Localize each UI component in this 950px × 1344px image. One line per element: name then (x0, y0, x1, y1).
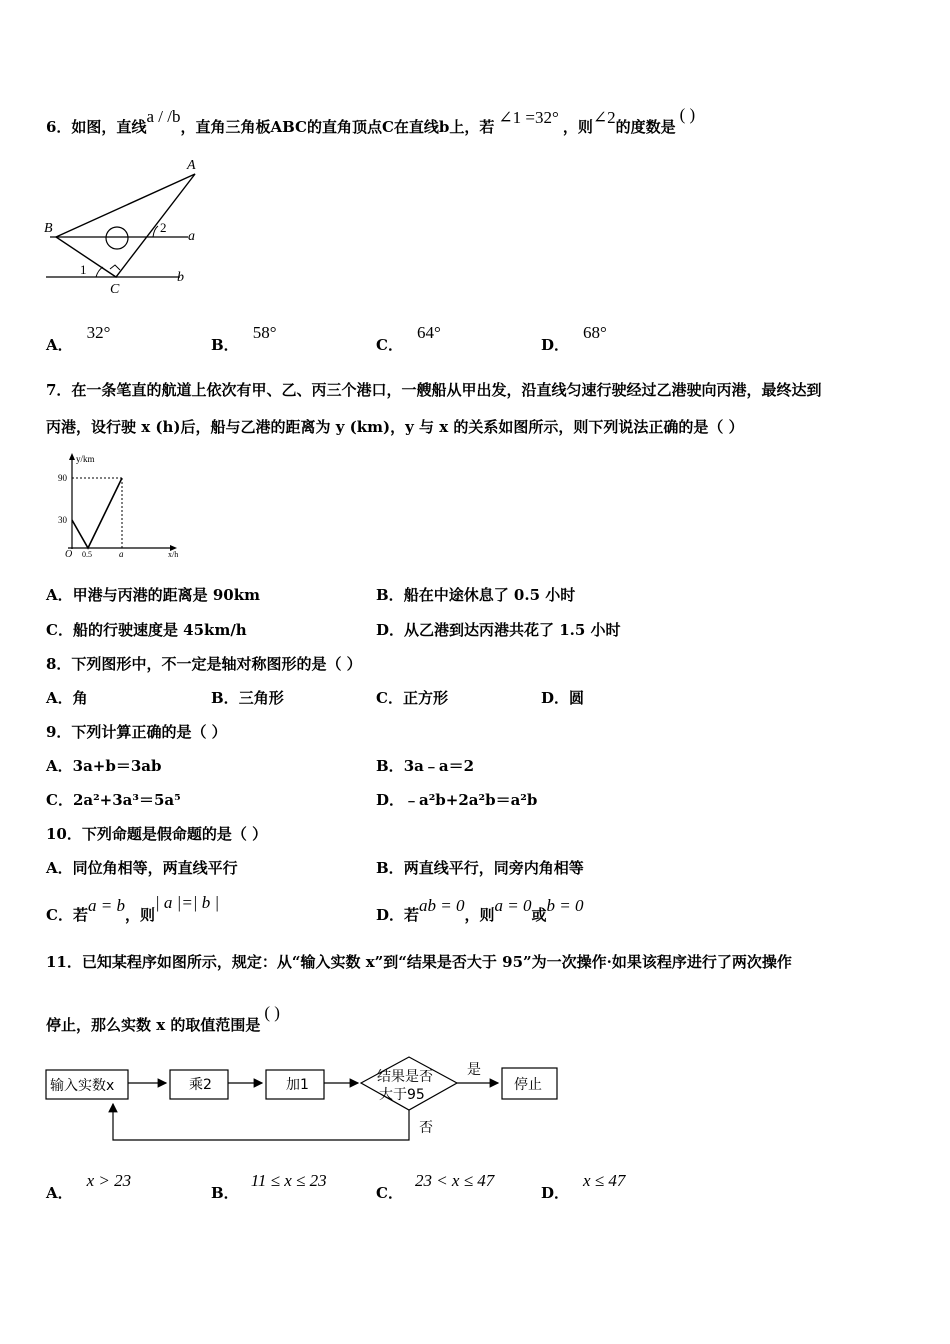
tick-a: a (119, 549, 124, 559)
q9-option-a[interactable]: A．3a+b＝3ab (46, 757, 162, 775)
y-axis-label: y/km (76, 454, 95, 464)
angle1-arc (96, 267, 103, 277)
tick-30: 30 (58, 515, 67, 525)
q6-option-c[interactable]: C．64° (376, 323, 441, 354)
q6-stem-d: 的度数是 (615, 118, 676, 136)
distance-line (72, 478, 122, 548)
q6-angle1: ∠1 =32° (498, 108, 559, 127)
q9-option-b[interactable]: B．3a﹣a＝2 (376, 757, 475, 775)
q10-option-a[interactable]: A．同位角相等，两直线平行 (46, 859, 238, 877)
flow-loop-arrow (113, 1104, 409, 1140)
q10-stem: 10．下列命题是假命题的是（ ） (46, 825, 268, 843)
x-axis-label: x/h (168, 550, 179, 559)
q11-bracket: ( ) (264, 1003, 280, 1022)
q8-option-a[interactable]: A．角 (46, 689, 88, 707)
q11-option-b[interactable]: B．11 ≤ x ≤ 23 (211, 1171, 327, 1202)
q6-option-a-value: 32° (86, 323, 111, 342)
triangle-abc (56, 174, 195, 277)
right-angle-mark (110, 265, 120, 270)
q6-option-c-value: 64° (416, 323, 441, 342)
q6-angle2: ∠2 (592, 108, 616, 127)
label-a: a (188, 229, 195, 244)
flow-yes-label: 是 (467, 1062, 481, 1078)
tick-05: 0.5 (82, 550, 92, 559)
label-A: A (187, 158, 196, 173)
q7-option-d[interactable]: D．从乙港到达丙港共花了 1.5 小时 (376, 621, 621, 639)
label-B: B (44, 221, 53, 236)
flow-stop-label: 停止 (514, 1077, 542, 1093)
q7-option-b[interactable]: B．船在中途休息了 0.5 小时 (376, 586, 576, 604)
q7-option-a[interactable]: A．甲港与丙港的距离是 90km (46, 586, 261, 604)
q7-line1: 7．在一条笔直的航道上依次有甲、乙、丙三个港口，一艘船从甲出发，沿直线匀速行驶经过乙港驶向丙港，最终达到 (46, 381, 822, 399)
q10-option-b[interactable]: B．两直线平行，同旁内角相等 (376, 859, 584, 877)
q6-stem-c: ，则 (562, 118, 593, 136)
triangle-hole (106, 227, 128, 249)
q11-option-b-value: 11 ≤ x ≤ 23 (250, 1171, 327, 1190)
q6-option-b[interactable]: B．58° (211, 323, 277, 354)
q10-c-concl: | a |=| b | (154, 893, 220, 912)
q10-d-c1: a = 0 (494, 896, 532, 915)
q9-stem: 9．下列计算正确的是（ ） (46, 723, 227, 741)
q11-option-d-value: x ≤ 47 (583, 1171, 626, 1190)
q9-option-c[interactable]: C．2a²+3a³＝5a⁵ (46, 791, 181, 809)
q11-option-d[interactable]: D．x ≤ 47 (541, 1171, 626, 1202)
q6-parallel: a / /b (146, 107, 181, 126)
q10-option-c[interactable]: C．若a = b，则| a |=| b | (46, 893, 220, 924)
q6-stem (46, 105, 696, 137)
label-b: b (177, 270, 184, 285)
q8-option-c[interactable]: C．正方形 (376, 689, 448, 707)
q8-option-d[interactable]: D．圆 (541, 689, 585, 707)
q11-line1: 11．已知某程序如图所示，规定：从“输入实数 x”到“结果是否大于 95”为一次操作·如果该程序进行了两次操作 (46, 953, 792, 971)
q6-stem-a: 6．如图，直线 (46, 118, 147, 136)
q6-bracket: ( ) (679, 105, 696, 124)
q8-stem: 8．下列图形中，不一定是轴对称图形的是（ ） (46, 655, 362, 673)
q11-option-a-value: x > 23 (86, 1171, 132, 1190)
q11-option-a[interactable]: A．x > 23 (46, 1171, 132, 1202)
q6-stem-b: ，直角三角板ABC的直角顶点C在直线b上，若 (180, 118, 495, 136)
q6-option-d-value: 68° (583, 323, 607, 342)
label-C: C (110, 282, 120, 297)
q10-c-cond: a = b (87, 896, 125, 915)
flow-input-label: 输入实数x (50, 1078, 115, 1094)
q7-option-c[interactable]: C．船的行驶速度是 45km/h (46, 621, 247, 639)
q10-d-c2: b = 0 (546, 896, 584, 915)
q11-option-c-value: 23 < x ≤ 47 (414, 1171, 495, 1190)
q6-option-b-value: 58° (252, 323, 277, 342)
q10-d-cond: ab = 0 (419, 896, 465, 915)
q6-option-d[interactable]: D．68° (541, 323, 607, 354)
q6-option-a[interactable]: A．32° (46, 323, 111, 354)
q8-option-b[interactable]: B．三角形 (211, 689, 284, 707)
flow-mul-label: 乘2 (189, 1077, 212, 1093)
flow-add-label: 加1 (286, 1077, 309, 1093)
tick-90: 90 (58, 473, 67, 483)
flow-no-label: 否 (419, 1120, 433, 1136)
q7-line2: 丙港，设行驶 x (h)后，船与乙港的距离为 y (km)，y 与 x 的关系如图所示，则下列说法正确的是（ ） (46, 418, 744, 436)
q9-option-d[interactable]: D．﹣a²b+2a²b＝a²b (376, 791, 538, 809)
label-1: 1 (80, 262, 87, 277)
q11-flowchart (40, 1052, 570, 1147)
origin-label: O (65, 549, 73, 560)
y-axis-arrow (69, 453, 75, 460)
flow-decision-line1: 结果是否 (377, 1069, 433, 1085)
q7-graph (56, 450, 186, 560)
q6-figure (40, 150, 210, 300)
q11-option-c[interactable]: C．23 < x ≤ 47 (376, 1171, 495, 1202)
q11-line2: 停止，那么实数 x 的取值范围是( ) (46, 1003, 280, 1034)
label-2: 2 (160, 220, 167, 235)
q10-option-d[interactable]: D．若ab = 0，则a = 0或b = 0 (376, 896, 584, 924)
flow-decision-line2: 大于95 (379, 1087, 425, 1103)
